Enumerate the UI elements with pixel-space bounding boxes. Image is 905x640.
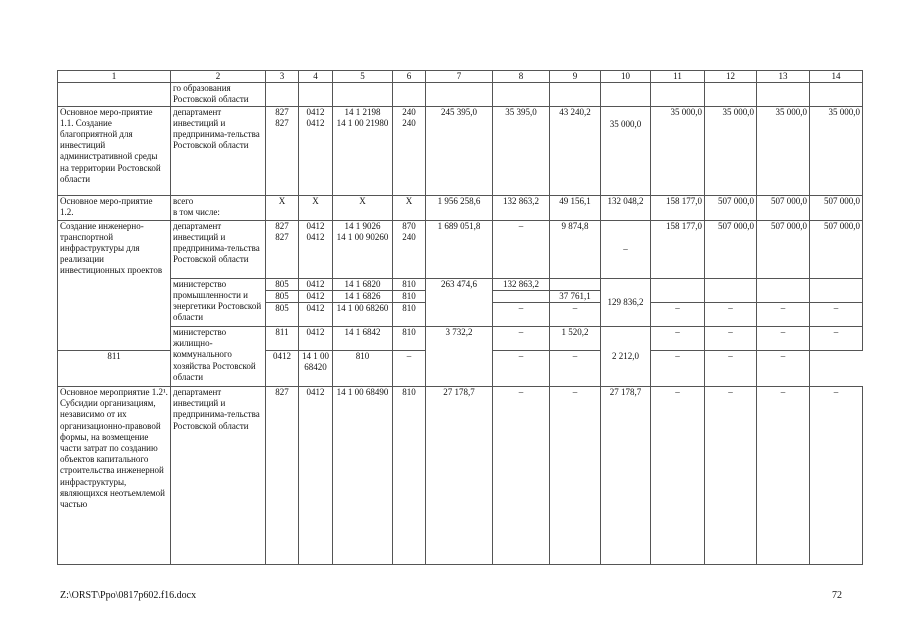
table-cell: департамент инвестиций и предпринима-тельства Ростовской области [171,387,266,565]
table-cell: 810 [333,351,393,387]
table-cell [810,278,863,302]
table-cell: 245 395,0 [426,106,493,195]
header-cell: 8 [493,71,550,83]
header-cell: 7 [426,71,493,83]
header-cell: 2 [171,71,266,83]
table-cell: 14 1 00 68420 [299,351,333,387]
table-cell: 14 1 6826 [333,290,393,302]
table-cell: X [266,195,299,220]
table-cell: 9 874,8 [550,220,601,278]
table-cell: 49 156,1 [550,195,601,220]
table-cell: 132 048,2 [601,195,651,220]
table-cell: – [757,303,810,327]
table-cell: – [810,387,863,565]
table-row [58,83,863,106]
table-cell: 507 000,0 [757,220,810,278]
table-cell: 811 [58,351,171,387]
table-cell: 810 [393,387,426,565]
table-cell: 0412 0412 [299,220,333,278]
table-cell: 158 177,0 [651,195,705,220]
table-cell [601,83,651,106]
table-cell: 129 836,2 [601,278,651,326]
table-cell: 35 000,0 [601,106,651,195]
table-cell: – [757,327,810,351]
table-cell: 132 863,2 [493,278,550,290]
table-cell [58,83,171,106]
table-cell: 0412 [299,303,333,327]
table-cell: 43 240,2 [550,106,601,195]
table-cell: – [651,303,705,327]
table-cell: 14 1 00 68490 [333,387,393,565]
header-cell: 12 [705,71,757,83]
table-cell: 37 761,1 [550,290,601,302]
table-cell: министерство промышленности и энергетики Ростовской области [171,278,266,326]
table-cell: 0412 0412 [299,106,333,195]
table-cell: 0412 [299,327,333,351]
table-cell [705,278,757,302]
table-cell: 827 827 [266,220,299,278]
table-cell: 805 [266,278,299,290]
table-cell: – [705,327,757,351]
table-cell: 507 000,0 [705,220,757,278]
header-cell: 3 [266,71,299,83]
table-row [58,106,863,195]
table-cell: – [810,327,863,351]
table-cell: Основное меро-приятие 1.1. Создание благоприятной для инвестиций административной среды на территории Ростовской области [58,106,171,195]
table-cell: 240 240 [393,106,426,195]
table-cell: 827 [266,387,299,565]
table-cell: 14 1 2198 14 1 00 21980 [333,106,393,195]
header-cell: 13 [757,71,810,83]
table-cell: – [493,303,550,327]
table-cell [266,83,299,106]
header-cell: 10 [601,71,651,83]
table-cell: – [550,351,601,387]
table-row [58,278,863,290]
footer-file-path: Z:\ORST\Ppo\0817p602.f16.docx [60,590,197,601]
table-cell: 35 000,0 [810,106,863,195]
table-cell: департамент инвестиций и предпринима-тельства Ростовской области [171,106,266,195]
table-cell: – [705,303,757,327]
table-cell: 0412 [266,351,299,387]
table-cell: 35 000,0 [757,106,810,195]
table-cell: 507 000,0 [705,195,757,220]
table-cell: 14 1 6820 [333,278,393,290]
table-row [58,220,863,278]
table-cell [493,290,550,302]
table-cell: Создание инженерно-транспортной инфраструктуры для реализации инвестиционных проектов [58,220,171,350]
table-cell: 811 [266,327,299,351]
table-cell: 810 [393,290,426,302]
table-cell [493,83,550,106]
table-cell [393,83,426,106]
table-cell [757,278,810,302]
table-cell: 35 000,0 [705,106,757,195]
table-cell: 810 [393,303,426,327]
table-cell: 14 1 6842 [333,327,393,351]
table-cell: департамент инвестиций и предпринима-тельства Ростовской области [171,220,266,278]
table-cell [299,83,333,106]
header-cell: 9 [550,71,601,83]
header-cell: 5 [333,71,393,83]
table-cell: 810 [393,327,426,351]
table-row [58,327,863,351]
table-cell: – [550,387,601,565]
table-cell: – [651,351,705,387]
table-cell: Основное меро-приятие 1.2. [58,195,171,220]
header-cell: 1 [58,71,171,83]
table-cell: 158 177,0 [651,220,705,278]
header-cell: 4 [299,71,333,83]
table-cell [426,83,493,106]
table-cell [651,278,705,302]
table-cell: X [393,195,426,220]
table-cell: 27 178,7 [426,387,493,565]
table-cell [550,83,601,106]
table-cell: министерство жилищно-коммунального хозяйства Ростовской области [171,327,266,387]
table-cell: – [493,387,550,565]
table-cell [705,83,757,106]
table-cell [810,83,863,106]
page-number: 72 [832,590,842,601]
table-cell: го образования Ростовской области [171,83,266,106]
table-cell: 0412 [299,278,333,290]
table-cell: – [651,327,705,351]
table-cell: 27 178,7 [601,387,651,565]
table-cell: 263 474,6 [426,278,493,326]
table-cell: – [493,327,550,351]
table-cell: 0412 [299,387,333,565]
table-cell: – [651,387,705,565]
table-cell: 0412 [299,290,333,302]
table-cell: 3 732,2 [426,327,493,387]
table-cell: – [601,220,651,278]
table-cell [333,83,393,106]
table-cell: 507 000,0 [810,195,863,220]
table-cell: – [393,351,426,387]
table-cell: – [550,303,601,327]
table-cell: X [333,195,393,220]
table-cell: 810 [393,278,426,290]
table-cell: – [493,220,550,278]
table-row [58,195,863,220]
table-cell: 14 1 9026 14 1 00 90260 [333,220,393,278]
table-cell: – [757,351,810,387]
table-cell: 507 000,0 [757,195,810,220]
budget-table [57,70,863,565]
table-cell: всего в том числе: [171,195,266,220]
table-cell: Основное мероприятие 1.2¹. Субсидии организациям, независимо от их организационно-правовой формы, на возмещение части затрат по созданию объектов капитального строительства инженерной инфраструктуры, являющихся неотъемлемой частью [58,387,171,565]
header-cell: 11 [651,71,705,83]
table-cell: 35 000,0 [651,106,705,195]
table-cell: 35 395,0 [493,106,550,195]
table-cell: 805 [266,290,299,302]
header-cell: 14 [810,71,863,83]
header-row [58,71,863,83]
table-cell [651,83,705,106]
table-cell: 132 863,2 [493,195,550,220]
table-cell: – [705,387,757,565]
table-cell: 870 240 [393,220,426,278]
table-cell: – [810,303,863,327]
table-cell: 805 [266,303,299,327]
header-cell: 6 [393,71,426,83]
table-cell: – [757,387,810,565]
table-cell: 2 212,0 [601,327,651,387]
table-cell: 827 827 [266,106,299,195]
table-cell: X [299,195,333,220]
table-cell [550,278,601,290]
table-cell: 507 000,0 [810,220,863,278]
table-row [58,387,863,565]
table-cell [757,83,810,106]
table-cell: 1 689 051,8 [426,220,493,278]
table-cell: – [493,351,550,387]
table-cell: 14 1 00 68260 [333,303,393,327]
table-cell: – [705,351,757,387]
table-cell: 1 520,2 [550,327,601,351]
table-cell: 1 956 258,6 [426,195,493,220]
